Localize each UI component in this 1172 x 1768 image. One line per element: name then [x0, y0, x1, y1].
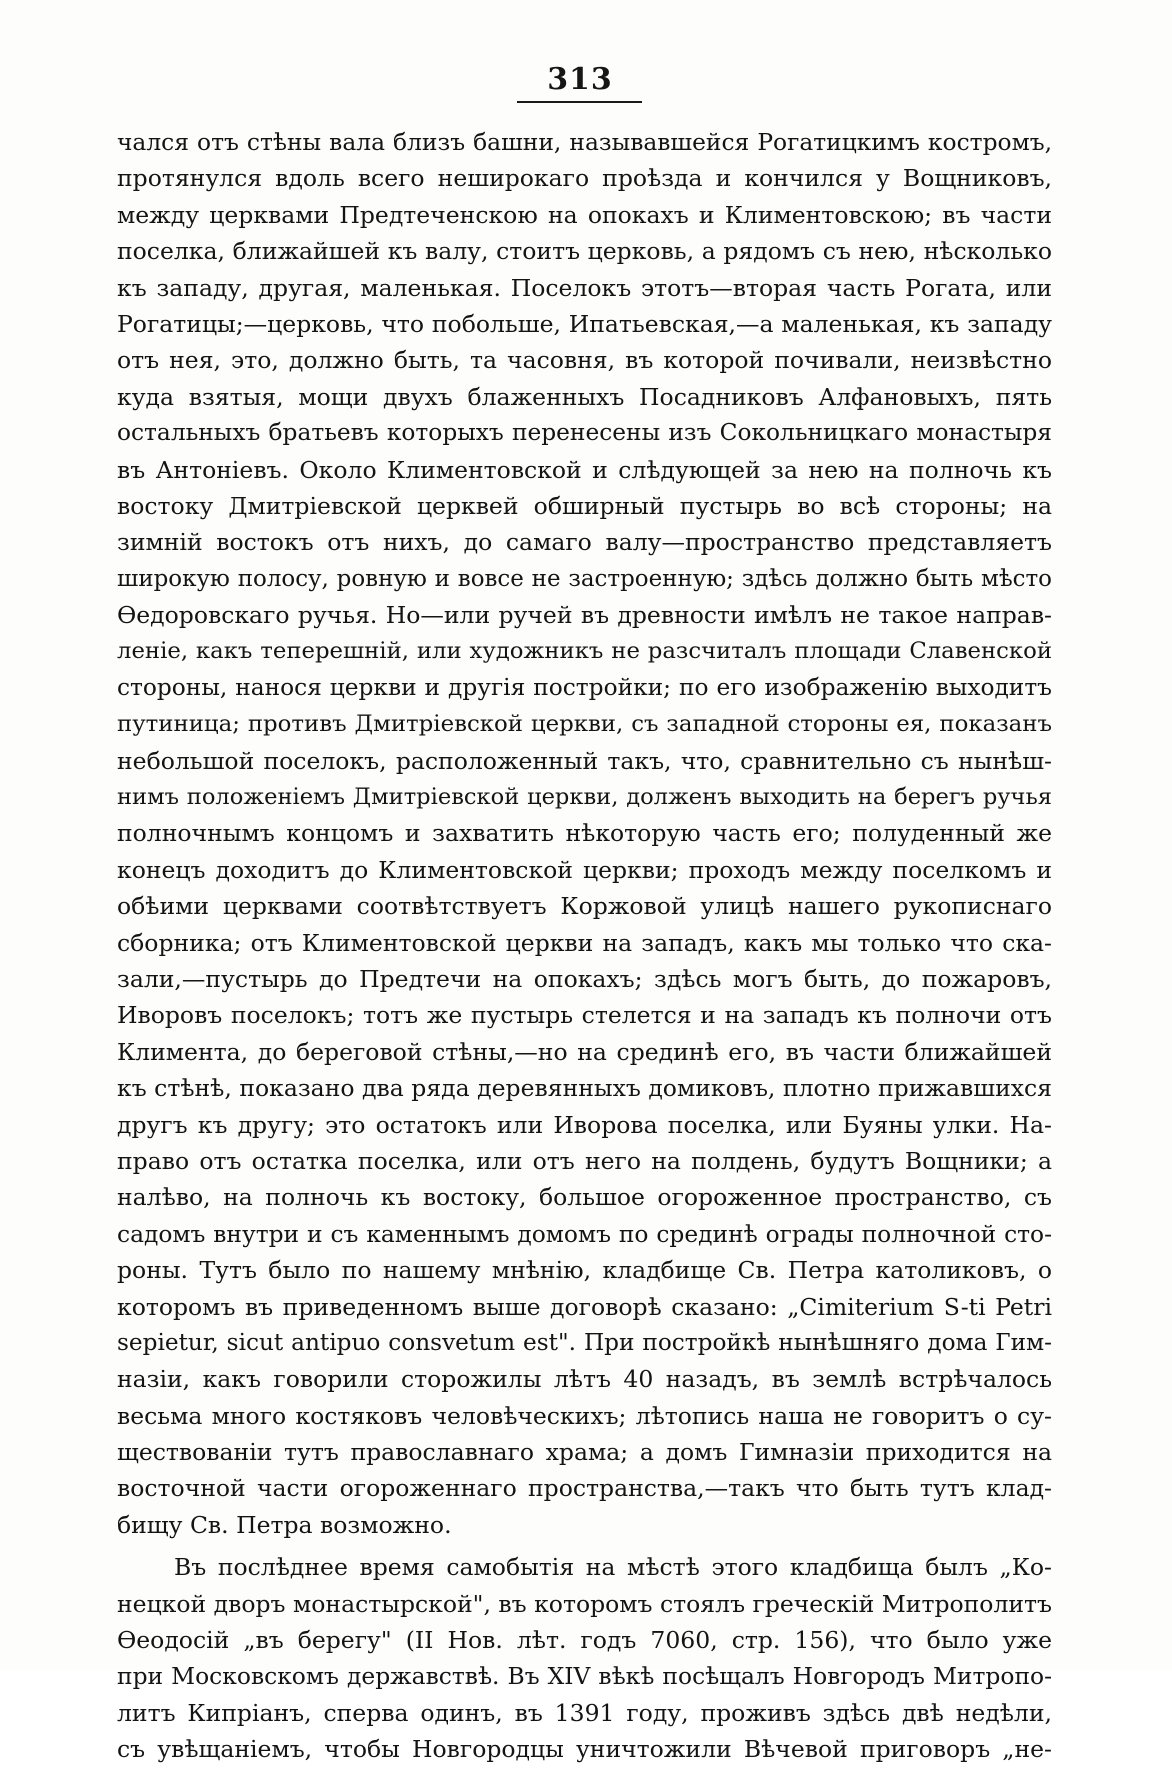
text-line: зимній востокъ отъ нихъ, до самаго валу—пространство представляетъ — [117, 528, 1052, 557]
text-line: къ западу, другая, маленькая. Поселокъ этотъ—вторая часть Рогата, или — [117, 273, 1052, 302]
text-line: обѣими церквами соотвѣтствуетъ Коржовой улицѣ нашего рукописнаго — [117, 892, 1052, 921]
text-line: стороны, нанося церкви и другія постройки; по его изображенію выходитъ — [117, 673, 1052, 701]
text-line: въ Антоніевъ. Около Климентовской и слѣдующей за нею на полночь къ — [117, 455, 1052, 484]
text-line: къ стѣнѣ, показано два ряда деревянныхъ домиковъ, плотно прижавшихся — [117, 1074, 1052, 1103]
text-line: протянулся вдоль всего неширокаго проѣзда и кончился у Вощниковъ, — [117, 164, 1052, 193]
page-number: 313 — [547, 62, 613, 97]
text-line: небольшой поселокъ, расположенный такъ, что, сравнительно съ нынѣш- — [117, 746, 1052, 775]
paragraph-1 — [117, 124, 1052, 1543]
text-line: отъ нея, это, должно быть, та часовня, въ которой почивали, неизвѣстно — [117, 346, 1052, 375]
text-line: ществованіи тутъ православнаго храма; а домъ Гимназіи приходится на — [117, 1438, 1052, 1467]
text-line: Въ послѣднее время самобытія на мѣстѣ этого кладбища былъ „Ко- — [174, 1553, 1052, 1582]
text-line: Климента, до береговой стѣны,—но на срединѣ его, въ части ближайшей — [117, 1037, 1052, 1066]
text-line: право отъ остатка поселка, или отъ него на полдень, будутъ Вощники; а — [117, 1146, 1052, 1175]
text-line: Ѳедоровскаго ручья. Но—или ручей въ древности имѣлъ не такое направ- — [117, 601, 1052, 630]
paragraph-2 — [117, 1549, 1052, 1767]
text-line: зали,—пустырь до Предтечи на опокахъ; здѣсь могъ быть, до пожаровъ, — [117, 964, 1052, 993]
text-line: остальныхъ братьевъ которыхъ перенесены изъ Сокольницкаго монастыря — [117, 419, 1052, 447]
text-line: Иворовъ поселокъ; тотъ же пустырь стелется и на западъ къ полночи отъ — [117, 1001, 1052, 1030]
text-line: широкую полосу, ровную и вовсе не застроенную; здѣсь должно быть мѣсто — [117, 565, 1052, 592]
text-line: путиница; противъ Дмитріевской церкви, съ западной стороны ея, показанъ — [117, 711, 1052, 738]
text-line: другъ къ другу; это остатокъ или Иворова поселка, или Буяны улки. На- — [117, 1110, 1052, 1139]
text-line: куда взятыя, мощи двухъ блаженныхъ Посадниковъ Алфановыхъ, пять — [117, 382, 1052, 411]
body-text — [117, 124, 1052, 1768]
text-line: которомъ въ приведенномъ выше договорѣ сказано: „Cimiterium S-ti Petri — [117, 1292, 1052, 1321]
text-line: литъ Кипріанъ, сперва одинъ, въ 1391 году, проживъ здѣсь двѣ недѣли, — [117, 1698, 1052, 1727]
text-line: sepietur, sicut antipuo consvetum est". При постройкѣ нынѣшняго дома Гим- — [117, 1328, 1052, 1356]
text-line: нецкой дворъ монастырской", въ которомъ стоялъ греческій Митрополитъ — [117, 1589, 1052, 1618]
text-line: весьма много костяковъ человѣческихъ; лѣтопись наша не говоритъ о су- — [117, 1401, 1052, 1430]
text-line: конецъ доходитъ до Климентовской церкви; проходъ между поселкомъ и — [117, 855, 1052, 884]
text-line: чался отъ стѣны вала близъ башни, называвшейся Рогатицкимъ костромъ, — [117, 128, 1052, 156]
text-line: восточной части огороженнаго пространства,—такъ что быть тутъ клад- — [117, 1474, 1052, 1503]
text-line: поселка, ближайшей къ валу, стоитъ церковь, а рядомъ съ нею, нѣсколько — [117, 237, 1052, 266]
text-line: востоку Дмитріевской церквей обширный пустырь во всѣ стороны; на — [117, 491, 1052, 520]
text-line: бищу Св. Петра возможно. — [117, 1510, 452, 1539]
text-line: Ѳеодосій „въ берегу" (II Нов. лѣт. годъ 7060, стр. 156), что было уже — [117, 1626, 1052, 1655]
text-line: налѣво, на полночь къ востоку, большое огороженное пространство, съ — [117, 1183, 1052, 1212]
page-number-rule — [517, 101, 642, 103]
text-line: нимъ положеніемъ Дмитріевской церкви, долженъ выходить на берегъ ручья — [117, 784, 1052, 811]
text-line: роны. Тутъ было по нашему мнѣнію, кладбище Св. Петра католиковъ, о — [117, 1256, 1052, 1285]
text-line: садомъ внутри и съ каменнымъ домомъ по срединѣ ограды полночной сто- — [117, 1219, 1052, 1248]
text-line: между церквами Предтеченскою на опокахъ и Климентовскою; въ части — [117, 200, 1052, 229]
text-line: сборника; отъ Климентовской церкви на западъ, какъ мы только что ска- — [117, 928, 1052, 957]
text-line: Рогатицы;—церковь, что побольше, Ипатьевская,—а маленькая, къ западу — [117, 309, 1052, 338]
text-line: полночнымъ концомъ и захватить нѣкоторую часть его; полуденный же — [117, 819, 1052, 848]
text-line: при Московскомъ державствѣ. Въ XIV вѣкѣ посѣщалъ Новгородъ Митропо- — [117, 1662, 1052, 1691]
text-line: назіи, какъ говорили сторожилы лѣтъ 40 назадъ, въ землѣ встрѣчалось — [117, 1365, 1052, 1394]
text-line: съ увѣщаніемъ, чтобы Новгородцы уничтожили Вѣчевой приговоръ „не- — [117, 1735, 1052, 1764]
text-line: леніе, какъ теперешній, или художникъ не разсчиталъ площади Славенской — [117, 638, 1052, 665]
